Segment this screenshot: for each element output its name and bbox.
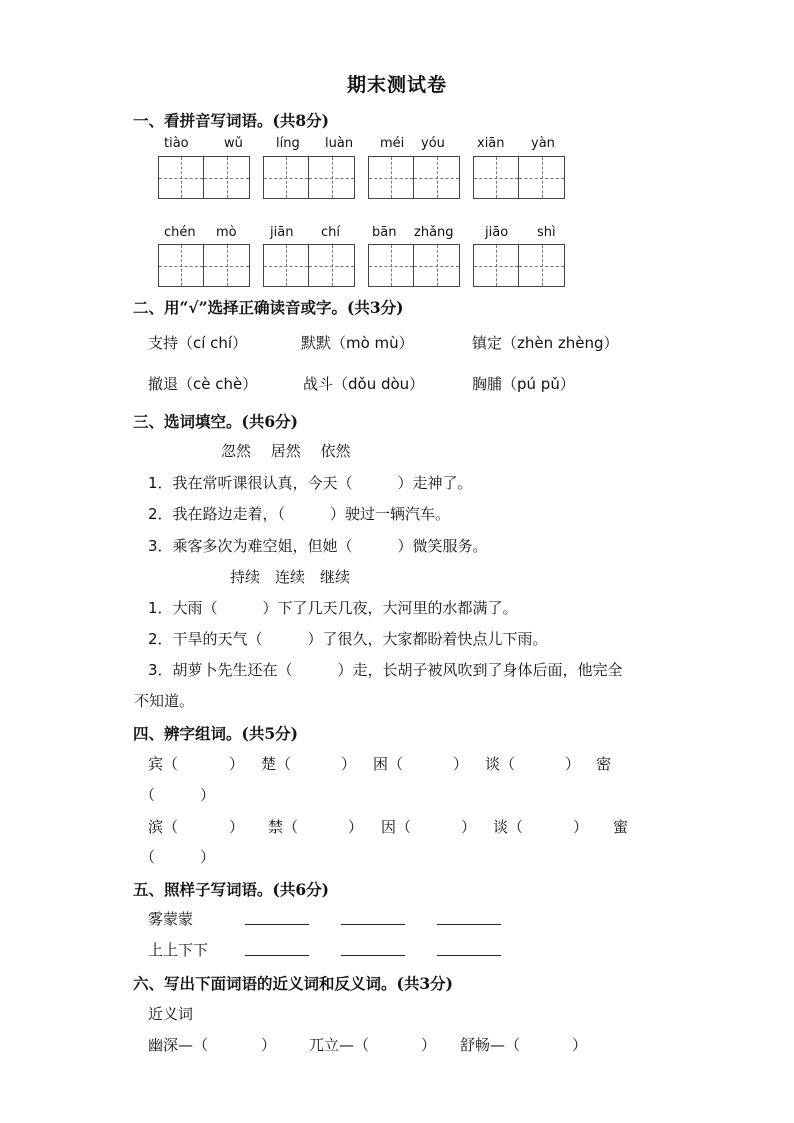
synonym-item: 兀立—（: [309, 1036, 370, 1054]
section-2-heading: 二、用“√”选择正确读音或字。(共3分): [133, 298, 404, 317]
question-line: 2．我在路边走着，（ ）驶过一辆汽车。: [148, 505, 451, 523]
question-line: 1．大雨（ ）下了几天几夜，大河里的水都满了。: [148, 599, 518, 617]
writing-grid[interactable]: [368, 244, 460, 287]
section-3-heading: 三、选词填空。(共6分): [133, 412, 298, 431]
char-item: 蜜: [613, 818, 629, 836]
example-word: 上上下下: [148, 941, 209, 959]
choice-item[interactable]: 撤退（cè chè）: [148, 375, 258, 393]
pinyin: chén: [164, 225, 196, 240]
pinyin: yàn: [531, 136, 555, 151]
section-6-heading: 六、写出下面词语的近义词和反义词。(共3分): [133, 974, 453, 993]
char-item: ）: [229, 818, 245, 836]
example-word: 雾蒙蒙: [148, 910, 194, 928]
choice-item[interactable]: 胸脯（pú pǔ）: [472, 375, 575, 393]
char-item: 楚（: [261, 755, 292, 773]
pinyin: jiān: [270, 225, 294, 240]
writing-grid[interactable]: [158, 244, 250, 287]
char-item: 禁（: [268, 818, 299, 836]
char-item: ）: [565, 755, 581, 773]
question-line: 3．乘客多次为难空姐，但她（ ）微笑服务。: [148, 537, 488, 555]
writing-grid[interactable]: [158, 156, 250, 199]
question-line: 2．干旱的天气（ ）了很久，大家都盼着快点儿下雨。: [148, 630, 548, 648]
pinyin: xiān: [477, 136, 505, 151]
pinyin: luàn: [325, 136, 354, 151]
writing-grid[interactable]: [263, 156, 355, 199]
section-1-heading: 一、看拼音写词语。(共8分): [133, 111, 329, 130]
answer-line[interactable]: [341, 955, 405, 956]
char-item: ）: [573, 818, 589, 836]
word-bank: 持续 连续 继续: [230, 568, 351, 586]
char-item: （ ）: [140, 786, 216, 804]
synonym-item: ）: [261, 1036, 277, 1054]
answer-line[interactable]: [245, 955, 309, 956]
pinyin: shì: [537, 225, 556, 240]
answer-line[interactable]: [245, 924, 309, 925]
pinyin: wǔ: [224, 136, 243, 151]
char-item: 滨（: [148, 818, 179, 836]
answer-line[interactable]: [437, 955, 501, 956]
char-item: （ ）: [140, 848, 216, 866]
subheading: 近义词: [148, 1005, 194, 1023]
char-item: ）: [453, 755, 469, 773]
char-item: ）: [341, 755, 357, 773]
question-line: 不知道。: [134, 692, 195, 710]
choice-item[interactable]: 战斗（dǒu dòu）: [303, 375, 425, 393]
synonym-item: ）: [572, 1036, 588, 1054]
pinyin: chí: [321, 225, 340, 240]
char-item: ）: [461, 818, 477, 836]
char-item: 因（: [381, 818, 412, 836]
answer-line[interactable]: [341, 924, 405, 925]
char-item: 宾（: [148, 755, 179, 773]
writing-grid[interactable]: [368, 156, 460, 199]
choice-item[interactable]: 支持（cí chí）: [148, 334, 248, 352]
pinyin: méi: [380, 136, 405, 151]
pinyin: yóu: [421, 136, 445, 151]
char-item: 困（: [373, 755, 404, 773]
question-line: 1．我在常听课很认真，今天（ ）走神了。: [148, 474, 473, 492]
question-line: 3．胡萝卜先生还在（ ）走，长胡子被风吹到了身体后面，他完全: [148, 661, 623, 679]
word-bank: 忽然 居然 依然: [221, 442, 351, 460]
writing-grid[interactable]: [473, 156, 565, 199]
char-item: ）: [229, 755, 245, 773]
pinyin: bān: [372, 225, 397, 240]
char-item: ）: [348, 818, 364, 836]
section-4-heading: 四、辨字组词。(共5分): [133, 724, 298, 743]
writing-grid[interactable]: [473, 244, 565, 287]
synonym-item: ）: [421, 1036, 437, 1054]
answer-line[interactable]: [437, 924, 501, 925]
writing-grid[interactable]: [263, 244, 355, 287]
synonym-item: 舒畅—（: [460, 1036, 521, 1054]
pinyin: líng: [276, 136, 300, 151]
char-item: 密: [596, 755, 612, 773]
choice-item[interactable]: 默默（mò mù）: [301, 334, 414, 352]
pinyin: tiào: [164, 136, 189, 151]
char-item: 谈（: [493, 818, 524, 836]
synonym-item: 幽深—（: [148, 1036, 209, 1054]
page-title: 期末测试卷: [346, 74, 447, 96]
section-5-heading: 五、照样子写词语。(共6分): [133, 880, 329, 899]
pinyin: mò: [216, 225, 237, 240]
choice-item[interactable]: 镇定（zhèn zhèng）: [472, 334, 619, 352]
char-item: 谈（: [485, 755, 516, 773]
pinyin: jiāo: [485, 225, 509, 240]
pinyin: zhǎng: [414, 225, 454, 240]
